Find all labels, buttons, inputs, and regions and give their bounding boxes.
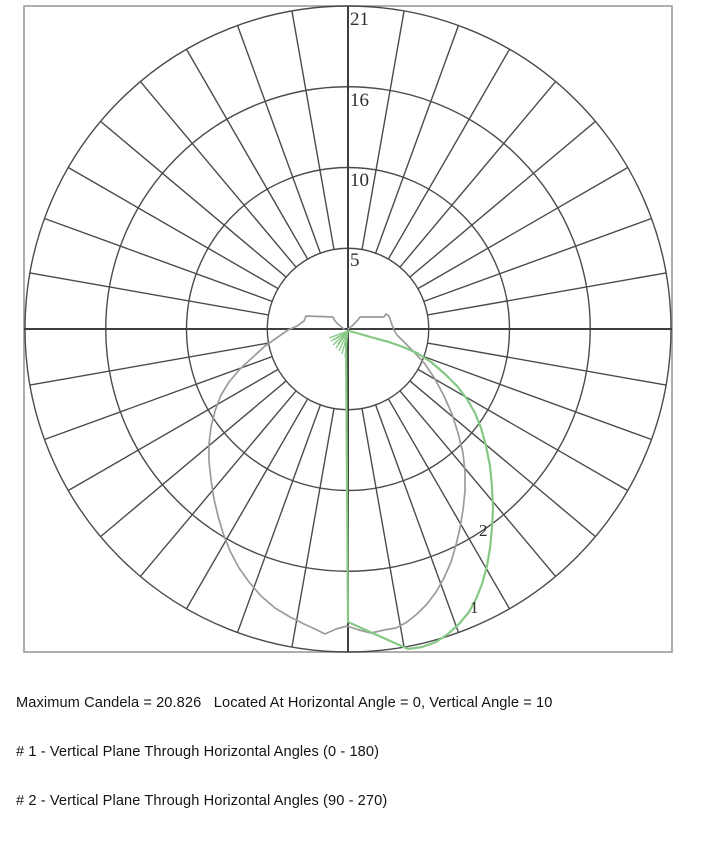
grid-spoke: [68, 168, 278, 289]
legend-plane-1: # 1 - Vertical Plane Through Horizontal Angles (0 - 180): [16, 744, 380, 761]
curve-2-path: [209, 314, 465, 634]
legend-plane-2: # 2 - Vertical Plane Through Horizontal Angles (90 - 270): [16, 793, 388, 810]
grid-spoke: [292, 409, 334, 648]
curve-2: [209, 314, 465, 634]
grid-spoke: [44, 357, 272, 440]
ring-label-5: 5: [350, 250, 360, 271]
grid-spoke: [424, 357, 652, 440]
grid-spoke: [428, 273, 667, 315]
grid-spoke: [187, 49, 308, 259]
grid-spoke: [238, 25, 321, 253]
grid-spoke: [238, 405, 321, 633]
grid-spoke: [362, 409, 404, 648]
footer: [16, 662, 552, 842]
grid-spoke: [362, 11, 404, 250]
grid-spoke: [292, 11, 334, 250]
grid-spoke: [376, 25, 459, 253]
curve-label-1: 1: [470, 598, 479, 617]
grid-spoke: [388, 49, 509, 259]
ring-labels: [350, 9, 369, 271]
curve-label-2: 2: [479, 521, 488, 540]
ring-label-21: 21: [350, 9, 369, 30]
grid-spoke: [418, 168, 628, 289]
ring-label-10: 10: [350, 170, 369, 191]
grid-spoke: [376, 405, 459, 633]
grid-spoke: [68, 369, 278, 490]
grid-spoke: [424, 219, 652, 302]
grid-spoke: [187, 399, 308, 609]
grid-spoke: [30, 273, 269, 315]
max-candela-line: Maximum Candela = 20.826 Located At Horizontal Angle = 0, Vertical Angle = 10: [16, 694, 553, 711]
curve-number-labels: [470, 521, 488, 617]
grid-spoke: [418, 369, 628, 490]
grid-spoke: [388, 399, 509, 609]
grid-spoke: [44, 219, 272, 302]
ring-label-16: 16: [350, 90, 369, 111]
grid-spoke: [428, 343, 667, 385]
